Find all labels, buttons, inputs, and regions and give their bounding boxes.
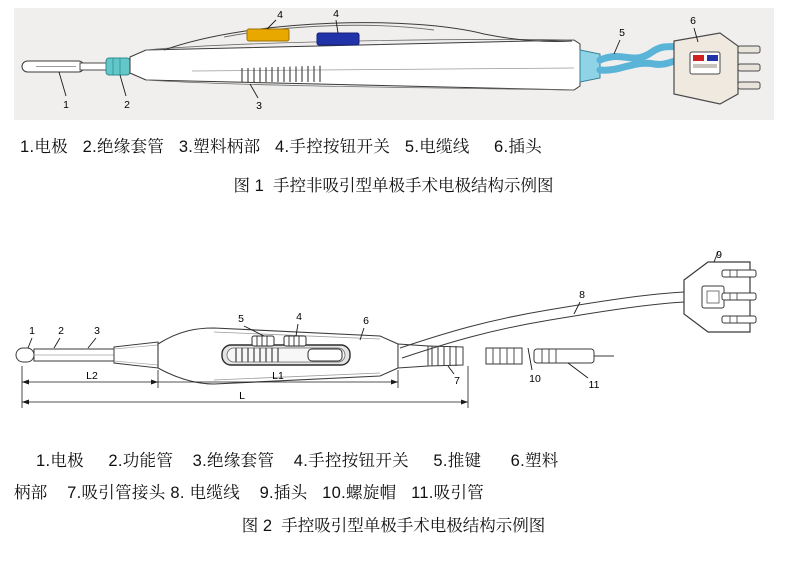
figure-1-legend: 1.电极 2.绝缘套管 3.塑料柄部 4.手控按钮开关 5.电缆线 6.插头 bbox=[20, 138, 542, 156]
fig1-hand-control-button-blue bbox=[317, 33, 359, 45]
fig1-callout-3: 3 bbox=[256, 100, 262, 112]
fig2-callout-3: 3 bbox=[94, 325, 100, 337]
fig2-callout-6: 6 bbox=[363, 315, 369, 327]
figure-2-caption: 图 2 手控吸引型单极手术电极结构示例图 bbox=[241, 517, 546, 535]
fig2-callout-5: 5 bbox=[238, 313, 244, 325]
figure-2-image bbox=[8, 248, 780, 428]
fig2-callout-8: 8 bbox=[579, 289, 585, 301]
fig2-callout-2: 2 bbox=[58, 325, 64, 337]
fig1-callout-5: 5 bbox=[619, 27, 625, 39]
fig1-insulating-sleeve bbox=[106, 58, 130, 75]
fig2-callout-9: 9 bbox=[716, 249, 722, 261]
fig1-callout-2: 2 bbox=[124, 99, 130, 111]
fig2-plug bbox=[684, 262, 756, 332]
fig2-dimension-l: L bbox=[239, 390, 245, 402]
fig2-dimension-l1: L1 bbox=[272, 370, 284, 382]
fig1-electrode bbox=[22, 61, 106, 72]
figure-1-caption: 图 1 手控非吸引型单极手术电极结构示例图 bbox=[233, 177, 554, 195]
fig2-callout-7: 7 bbox=[454, 375, 460, 387]
fig1-callout-1: 1 bbox=[63, 99, 69, 111]
fig1-callout-4b: 4 bbox=[333, 8, 339, 20]
figure-1-image bbox=[14, 8, 774, 120]
fig2-callout-1: 1 bbox=[29, 325, 35, 337]
fig2-callout-11: 11 bbox=[588, 379, 600, 391]
fig2-spiral-cap bbox=[486, 348, 522, 364]
figure-2-legend-line-1: 1.电极 2.功能管 3.绝缘套管 4.手控按钮开关 5.推键 6.塑料 bbox=[36, 452, 559, 470]
fig1-hand-control-button-yellow bbox=[247, 29, 289, 41]
fig2-callout-4: 4 bbox=[296, 311, 302, 323]
fig1-callout-6: 6 bbox=[690, 15, 696, 27]
figure-2-legend-line-2: 柄部 7.吸引管接头 8. 电缆线 9.插头 10.螺旋帽 11.吸引管 bbox=[14, 484, 485, 502]
fig1-callout-4a: 4 bbox=[277, 9, 283, 21]
fig2-callout-10: 10 bbox=[529, 373, 541, 385]
fig2-dimension-l2: L2 bbox=[86, 370, 98, 382]
